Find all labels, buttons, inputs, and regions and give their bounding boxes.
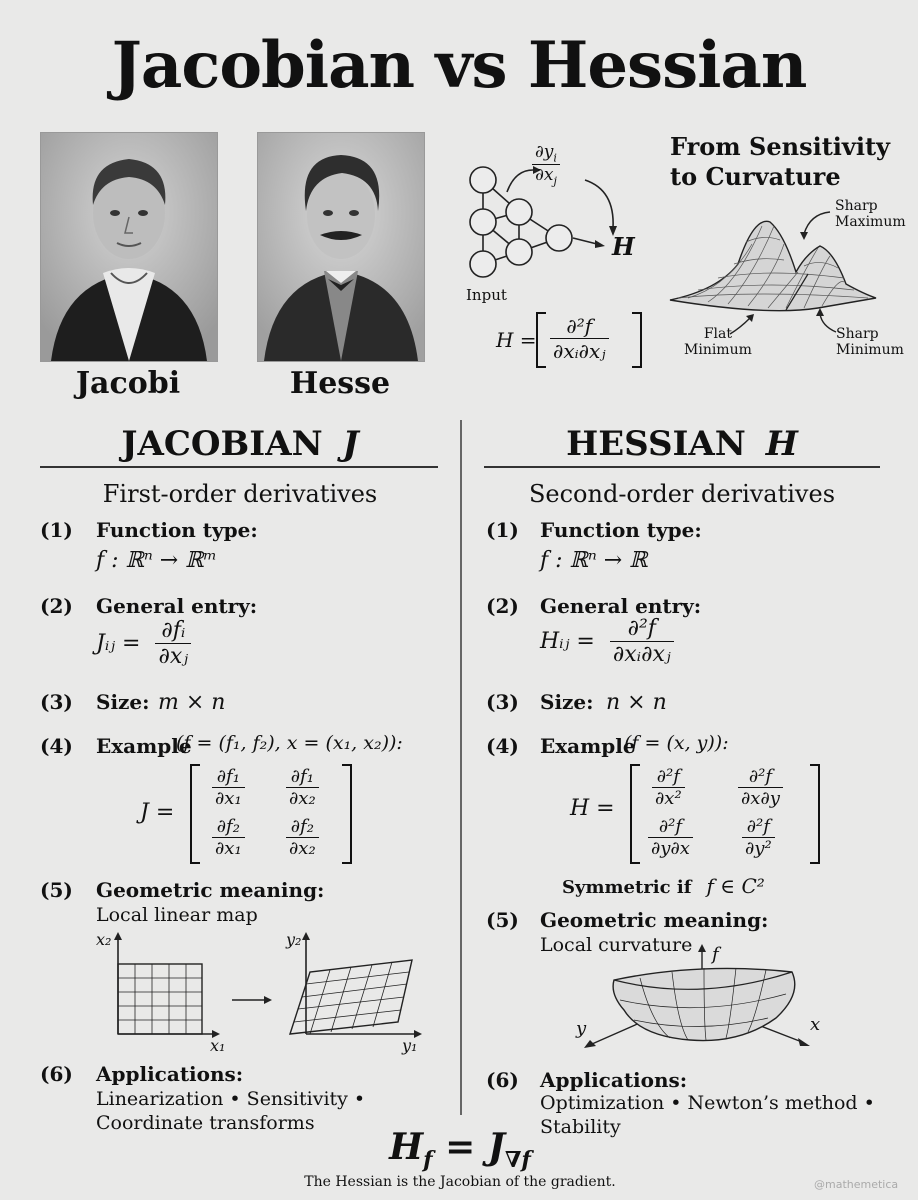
watermark: @mathemetica: [814, 1178, 899, 1191]
hess-den: ∂xᵢ∂xⱼ: [550, 338, 609, 363]
footer-caption: The Hessian is the Jacobian of the gradient.: [304, 1174, 616, 1190]
applications-text: Linearization • Sensitivity •: [96, 1088, 366, 1110]
input-node: [470, 167, 496, 193]
left-bracket: [190, 764, 200, 864]
partial-den: ∂x: [535, 165, 554, 186]
hessian-jacobian-identity: $H_f = J_{\nabla f}$: [389, 1126, 531, 1174]
arrow-node-to-h: [573, 238, 597, 244]
hesse-portrait: [257, 132, 425, 362]
hessian-formula-lhs: H =: [496, 328, 537, 352]
right-bracket: [342, 764, 352, 864]
left-bracket: [630, 764, 640, 864]
h-label: H: [612, 232, 635, 261]
general-entry-math: Hᵢⱼ = $\frac{\text{∂²f}}{\text{∂xᵢ∂xⱼ}}$: [540, 616, 674, 667]
hesse-name: Hesse: [289, 366, 391, 401]
example-label: Example: [96, 734, 192, 758]
partial-num: ∂y: [535, 142, 554, 162]
hessian-rule: [484, 466, 880, 468]
item-number: (3): [486, 690, 519, 714]
axis-x1-label: x₁: [210, 1036, 226, 1055]
axis-y2-label: y₂: [286, 930, 302, 949]
input-node: [470, 209, 496, 235]
applications-label: Applications:: [96, 1062, 244, 1086]
hidden-node: [506, 239, 532, 265]
hess-num: ∂²f: [566, 314, 593, 338]
geometric-meaning-label: Geometric meaning:: [96, 878, 325, 902]
axis-f-label: f: [712, 944, 719, 965]
hessian-matrix: $\frac{\text{∂²f}}{\text{∂x²}}$ $\frac{\text{∂²f}}{\partial x\partial y}$ $\frac{\text{∂²f}}{\partial y\partial x}$ $\frac{\text{∂²f}}{\text{∂y²}}$: [630, 764, 820, 864]
applications-text: Stability: [540, 1116, 621, 1138]
item-number: (3): [40, 690, 73, 714]
hessian-formula-bracket: [536, 312, 642, 368]
item-number: (5): [40, 878, 73, 902]
item-number: (4): [40, 734, 73, 758]
diagram-title-line1: From Sensitivity: [670, 132, 890, 161]
item-number: (5): [486, 908, 519, 932]
size-label: Size:: [540, 690, 594, 714]
item-number: (1): [486, 518, 519, 542]
function-type-label: Function type:: [96, 518, 258, 542]
hessian-formula: [496, 312, 656, 368]
item-number: (2): [40, 594, 73, 618]
page-title: Jacobian vs Hessian: [111, 28, 807, 103]
hessian-matrix-lhs: H =: [570, 796, 615, 821]
function-type-math: f : ℝⁿ → ℝ: [540, 548, 648, 573]
item-number: (4): [486, 734, 519, 758]
example-label: Example: [540, 734, 636, 758]
geometric-meaning-text: Local linear map: [96, 904, 258, 926]
partial-num-sub: i: [553, 151, 557, 165]
sharp-maximum-label: Sharp Maximum: [835, 198, 906, 230]
diagram-title: [670, 132, 890, 192]
applications-text: Optimization • Newton’s method •: [540, 1092, 875, 1114]
column-divider: [460, 420, 462, 1115]
axis-x2-label: x₂: [96, 930, 112, 949]
geometric-meaning-text: Local curvature: [540, 934, 693, 956]
size-label: Size:: [96, 690, 150, 714]
size-math: n × n: [606, 690, 667, 715]
axis-y-label: y: [576, 1018, 587, 1039]
item-number: (6): [40, 1062, 73, 1086]
function-type-math: f : ℝⁿ → ℝᵐ: [96, 548, 217, 573]
item-number: (6): [486, 1068, 519, 1092]
jacobian-matrix-lhs: J =: [140, 800, 175, 825]
left-bracket: [536, 312, 546, 368]
input-node: [470, 251, 496, 277]
general-entry-math: Jᵢⱼ = $\frac{\text{∂fᵢ}}{\text{∂xⱼ}}$: [96, 618, 191, 669]
jacobian-symbol: J: [342, 424, 359, 464]
input-label: Input: [466, 286, 507, 304]
flat-minimum-label: Flat Minimum: [684, 326, 752, 358]
diagram-title-line2: to Curvature: [670, 162, 841, 191]
neural-network-diagram: [455, 140, 665, 300]
item-number: (2): [486, 594, 519, 618]
right-bracket: [810, 764, 820, 864]
function-type-label: Function type:: [540, 518, 702, 542]
axis-x-label: x: [810, 1014, 821, 1035]
hidden-node: [506, 199, 532, 225]
hessian-heading: HESSIAN H: [566, 424, 798, 464]
jacobian-rule: [40, 466, 438, 468]
right-bracket: [632, 312, 642, 368]
example-math: (f = (f₁, f₂), x = (x₁, x₂)):: [176, 732, 403, 754]
arrow-partial-to-h: [585, 180, 613, 228]
geometric-meaning-label: Geometric meaning:: [540, 908, 769, 932]
jacobi-portrait: [40, 132, 218, 362]
item-number: (1): [40, 518, 73, 542]
partial-derivative-label: [532, 142, 560, 188]
example-math: (f = (x, y)):: [624, 732, 729, 754]
jacobian-heading: JACOBIAN J: [121, 424, 359, 464]
applications-text: Coordinate transforms: [96, 1112, 315, 1134]
general-entry-label: General entry:: [96, 594, 258, 618]
size-math: m × n: [158, 690, 226, 715]
partial-den-sub: j: [553, 174, 557, 188]
output-node: [546, 225, 572, 251]
symmetric-note: Symmetric if f ∈ C²: [562, 874, 765, 898]
hessian-symbol: H: [765, 424, 798, 464]
jacobian-matrix: $\frac{\text{∂f₁}}{\text{∂x₁}}$ $\frac{\text{∂f₁}}{\text{∂x₂}}$ $\frac{\text{∂f₂}}{\text{∂x₁}}$ $\frac{\text{∂f₂}}{\text{∂x₂}}$: [190, 764, 352, 864]
jacobian-subheading: First-order derivatives: [102, 480, 378, 508]
linear-map-diagram: [90, 930, 430, 1050]
sharp-minimum-label: Sharp Minimum: [836, 326, 904, 358]
general-entry-label: General entry:: [540, 594, 702, 618]
hessian-subheading: Second-order derivatives: [528, 480, 836, 508]
jacobi-name: Jacobi: [75, 366, 181, 401]
arrow-to-partial: [507, 170, 533, 192]
applications-label: Applications:: [540, 1068, 688, 1092]
curvature-bowl-diagram: [580, 944, 840, 1056]
axis-y1-label: y₁: [402, 1036, 418, 1055]
